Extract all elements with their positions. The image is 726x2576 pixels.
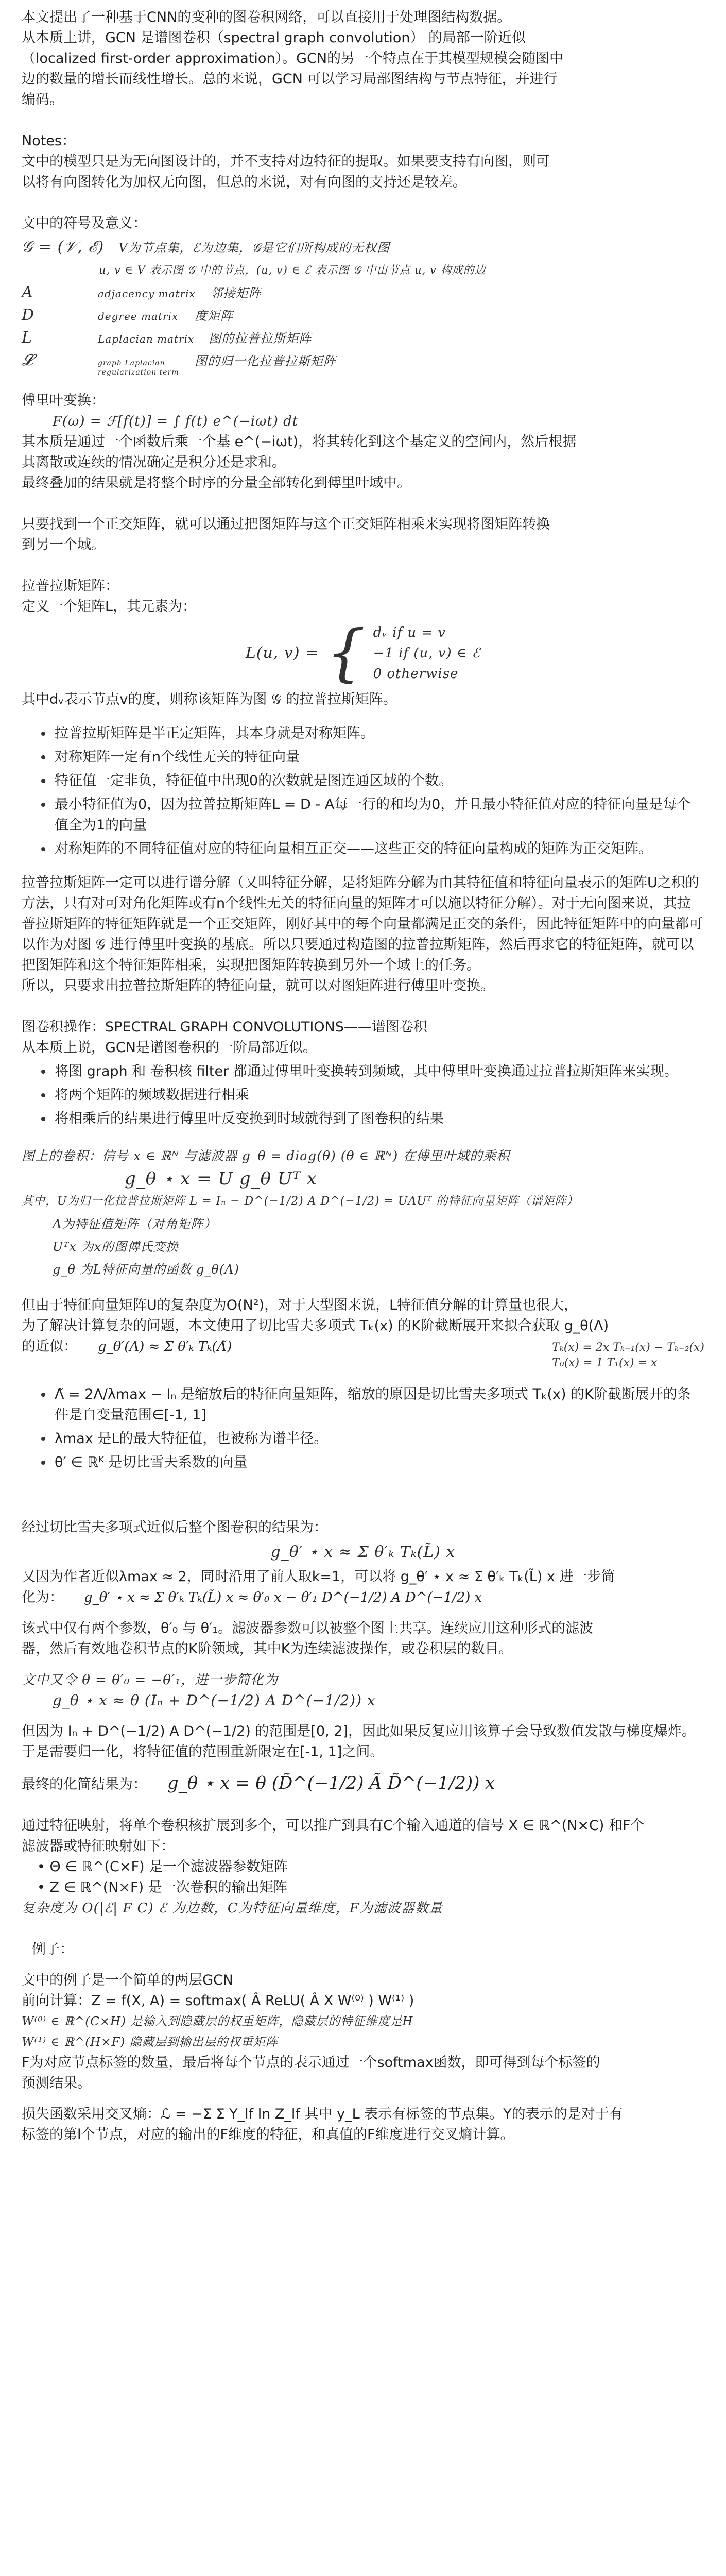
- laplacian-section: [22, 576, 704, 859]
- symbol-val: 图的归一化拉普拉斯矩阵: [195, 354, 336, 368]
- list-item: 拉普拉斯矩阵是半正定矩阵，其本身就是对称矩阵。: [39, 723, 704, 744]
- laplacian-lhs: L(u, v) =: [245, 644, 319, 662]
- symbol-sub: degree matrix: [98, 310, 179, 323]
- graph-conv-title: 图卷积操作：SPECTRAL GRAPH CONVOLUTIONS——谱图卷积: [22, 1019, 427, 1035]
- result-formula: g_θ′ ⋆ x ≈ Σ θ′ₖ Tₖ(L̃) x ≈ θ′₀ x − θ′₁ D^(−1/2) A D^(−1/2) x: [84, 1590, 482, 1605]
- list-item: 特征值一定非负，特征值中出现0的次数就是图连通区域的个数。: [39, 771, 704, 791]
- hw-line: 图上的卷积：信号 x ∈ ℝᴺ 与滤波器 g_θ = diag(θ) (θ ∈ ℝᴺ) 在傅里叶域的乘积: [22, 1148, 510, 1163]
- multi-line: 滤波器或特征映射如下：: [22, 1838, 175, 1854]
- fourier-formula: F(ω) = ℱ[f(t)] = ∫ f(t) e^(−iωt) dt: [53, 414, 299, 429]
- cheb-line: 为了解决计算复杂的问题，本文使用了切比雪夫多项式 Tₖ(x) 的K阶截断展开来拟合获取 g_θ(Λ): [22, 1318, 609, 1334]
- symbol-key: A: [22, 283, 33, 301]
- cheb-recurrence: Tₖ(x) = 2x Tₖ₋₁(x) − Tₖ₋₂(x): [552, 1341, 704, 1354]
- symbol-sub: Laplacian matrix: [98, 333, 195, 345]
- laplacian-def: 定义一个矩阵L，其元素为：: [22, 599, 197, 615]
- decomposition-summary: 所以，只要求出拉普拉斯矩阵的特征向量，就可以对图矩阵进行傅里叶变换。: [22, 978, 494, 994]
- intro-line: 编码。: [22, 92, 63, 108]
- notes-section: [22, 131, 704, 193]
- handwritten-conv: [22, 1143, 704, 1285]
- symbol-key: L: [22, 329, 32, 347]
- laplacian-cases: [22, 617, 704, 689]
- graph-conv-steps: [22, 1061, 704, 1129]
- fourier-section: [22, 391, 704, 494]
- example-title: 例子：: [32, 1941, 74, 1957]
- graph-def: 𝒢 = (𝒱, ℰ): [22, 238, 105, 256]
- list-item: Λ̃ = 2Λ/λmax − Iₙ 是缩放后的特征向量矩阵，缩放的原因是切比雪夫多项式 Tₖ(x) 的K阶截断展开的条件是自变量范围∈[-1, 1]: [39, 1384, 704, 1426]
- result-line: 器，然后有效地卷积节点的K阶领域，其中K为连续滤波操作，或卷积层的数目。: [22, 1641, 513, 1657]
- ortho-section: [22, 514, 704, 555]
- hw-line: 其中，U为归一化拉普拉斯矩阵 L = Iₙ − D^(−1/2) A D^(−1/2) = UΛUᵀ 的特征向量矩阵（谱矩阵）: [22, 1195, 579, 1208]
- laplacian-properties: [22, 723, 704, 859]
- example-line: F为对应节点标签的数量，最后将每个节点的表示通过一个softmax函数，即可得到每个标签的: [22, 2055, 600, 2071]
- result-section: [22, 1517, 704, 1795]
- result-line: 化为：: [22, 1589, 63, 1605]
- list-item: 将相乘后的结果进行傅里叶反变换到时域就得到了图卷积的结果: [39, 1109, 704, 1129]
- intro-line: 从本质上讲，GCN 是谱图卷积（spectral graph convolution） 的局部一阶近似: [22, 30, 526, 46]
- result-line: 最终的化简结果为：: [22, 1776, 147, 1792]
- laplacian-case: 0 otherwise: [373, 666, 459, 682]
- fourier-line: 其本质是通过一个函数后乘一个基 e^(−iωt)，将其转化到这个基定义的空间内，然后根据: [22, 434, 577, 450]
- cheb-line: 但由于特征向量矩阵U的复杂度为O(N²)，对于大型图来说，L特征值分解的计算量也很大，: [22, 1297, 578, 1313]
- graph-desc: V为节点集，ℰ为边集，𝒢是它们所构成的无权图: [118, 241, 390, 255]
- symbol-val: 度矩阵: [195, 309, 233, 323]
- uv-desc: u, v ∈ V 表示图 𝒢 中的节点，(u, v) ∈ ℰ 表示图 𝒢 中由节点 u, v 构成的边: [99, 264, 486, 276]
- result-line: 经过切比雪夫多项式近似后整个图卷积的结果为：: [22, 1519, 327, 1535]
- notes-title: Notes：: [22, 133, 76, 149]
- multichannel-section: [22, 1816, 704, 1919]
- list-item: 对称矩阵一定有n个线性无关的特征向量: [39, 747, 704, 768]
- list-item: 将图 graph 和 卷积核 filter 都通过傅里叶变换转到频域，其中傅里叶变换通过拉普拉斯矩阵来实现。: [39, 1061, 704, 1082]
- intro-line: （localized first-order approximation）。GCN的另一个特点在于其模型规模会随图中: [22, 50, 564, 66]
- result-formula: g_θ′ ⋆ x ≈ Σ θ′ₖ Tₖ(L̃) x: [270, 1543, 456, 1561]
- result-line: 文中又令 θ = θ′₀ = −θ′₁，进一步简化为: [22, 1672, 279, 1688]
- list-item: 对称矩阵的不同特征值对应的特征向量相互正交——这些正交的特征向量构成的矩阵为正交矩阵。: [39, 839, 704, 859]
- result-line: 又因为作者近似λmax ≈ 2，同时沿用了前人取k=1，可以将 g_θ′ ⋆ x ≈ Σ θ′ₖ Tₖ(L̃) x 进一步简: [22, 1569, 615, 1585]
- symbol-key: 𝓛: [22, 351, 33, 369]
- laplacian-case: −1 if (u, v) ∈ ℰ: [373, 646, 481, 661]
- laplacian-title: 拉普拉斯矩阵：: [22, 578, 119, 594]
- result-formula: g_θ ⋆ x = θ (D̃^(−1/2) Ã D̃^(−1/2)) x: [167, 1773, 495, 1793]
- list-item: λmax 是L的最大特征值，也被称为谱半径。: [39, 1429, 704, 1449]
- fourier-title: 傅里叶变换：: [22, 393, 105, 409]
- fourier-line: 最终叠加的结果就是将整个时序的分量全部转化到傅里叶域中。: [22, 475, 411, 491]
- cheb-recurrence: T₀(x) = 1 T₁(x) = x: [552, 1357, 658, 1369]
- result-line: 但因为 Iₙ + D^(−1/2) A D^(−1/2) 的范围是[0, 2]，因此如果反复应用该算子会导致数值发散与梯度爆炸。: [22, 1723, 696, 1739]
- symbol-val: 图的拉普拉斯矩阵: [209, 331, 312, 346]
- hw-line: Λ为特征值矩阵（对角矩阵）: [53, 1217, 217, 1231]
- example-section: [22, 1939, 704, 2145]
- result-formula: g_θ ⋆ x ≈ θ (Iₙ + D^(−1/2) A D^(−1/2)) x: [53, 1692, 376, 1709]
- cheb-line: 的近似：: [22, 1338, 77, 1354]
- chebyshev-section: [22, 1295, 704, 1473]
- symbols-title: 文中的符号及意义：: [22, 215, 147, 231]
- intro-line: 本文提出了一种基于CNN的变种的图卷积网络，可以直接用于处理图结构数据。: [22, 9, 511, 25]
- cheb-formula: g_θ′(Λ) ≈ Σ θ′ₖ Tₖ(Λ̃): [98, 1339, 232, 1354]
- cheb-notes: [22, 1384, 704, 1473]
- example-line: W⁽¹⁾ ∈ ℝ^(H×F) 隐藏层到输出层的权重矩阵: [22, 2036, 278, 2049]
- graph-conv-sub: 从本质上说，GCN是谱图卷积的一阶局部近似。: [22, 1040, 317, 1056]
- notes-line: 文中的模型只是为无向图设计的，并不支持对边特征的提取。如果要支持有向图，则可: [22, 154, 550, 170]
- graph-conv-section: [22, 1017, 704, 1285]
- symbols-section: [22, 213, 704, 380]
- example-line: 损失函数采用交叉熵：ℒ = −Σ Σ Y_lf ln Z_lf 其中 y_L 表示有标签的节点集。Y的表示的是对于有: [22, 2106, 623, 2122]
- multi-bullet: • Θ ∈ ℝ^(C×F) 是一个滤波器参数矩阵: [37, 1859, 288, 1875]
- fourier-line: 其离散或连续的情况确定是积分还是求和。: [22, 454, 286, 470]
- list-item: 将两个矩阵的频域数据进行相乘: [39, 1085, 704, 1106]
- symbol-sub: adjacency matrix: [98, 287, 196, 300]
- decomposition-paragraph: 拉普拉斯矩阵一定可以进行谱分解（又叫特征分解，是将矩阵分解为由其特征值和特征向量表示的矩阵U之积的方法，只有对可对角化矩阵或有n个线性无关的特征向量的矩阵才可以施以特征分解）。对于无向图来说，其拉普拉斯矩阵的特征矩阵就是一个正交矩阵，刚好其中的每个向量都满足正交的条件，因此特征矩阵中的向量都可以作为对图 𝒢 进行傅里叶变换的基底。所以只要通过构造图的拉普拉斯矩阵，然后再求它的特征矩阵，就可以把图矩阵和这个特征矩阵相乘，实现把图矩阵转换到另外一个域上的任务。: [22, 875, 703, 973]
- multi-complexity: 复杂度为 O(|ℰ| F C) ℰ 为边数，C为特征向量维度，F为滤波器数量: [22, 1901, 443, 1916]
- handwritten-symbols: [22, 234, 704, 380]
- hw-formula: g_θ ⋆ x = U g_θ Uᵀ x: [125, 1168, 317, 1189]
- example-line: W⁽⁰⁾ ∈ ℝ^(C×H) 是输入到隐藏层的权重矩阵，隐藏层的特征维度是H: [22, 2015, 413, 2028]
- symbol-sub: graph Laplacian regularization term: [98, 359, 179, 377]
- example-line: 文中的例子是一个简单的两层GCN: [22, 1972, 233, 1988]
- list-item: θ′ ∈ ℝᴷ 是切比雪夫系数的向量: [39, 1452, 704, 1473]
- ortho-line: 到另一个域。: [22, 537, 105, 553]
- intro-section: [22, 7, 704, 110]
- brace-icon: {: [326, 617, 366, 689]
- result-line: 于是需要归一化，将特征值的范围重新限定在[-1, 1]之间。: [22, 1744, 384, 1760]
- symbol-val: 邻接矩阵: [210, 286, 262, 300]
- list-item: 最小特征值为0，因为拉普拉斯矩阵L = D - A每一行的和均为0，并且最小特征值对应的特征向量是每个值全为1的向量: [39, 794, 704, 836]
- laplacian-after: 其中dᵥ表示节点v的度，则称该矩阵为图 𝒢 的拉普拉斯矩阵。: [22, 691, 397, 707]
- hw-line: Uᵀx 为x的图傅氏变换: [53, 1240, 179, 1254]
- article-body: [22, 7, 704, 2145]
- multi-line: 通过特征映射，将单个卷积核扩展到多个，可以推广到具有C个输入通道的信号 X ∈ ℝ^(N×C) 和F个: [22, 1818, 645, 1834]
- multi-bullet: • Z ∈ ℝ^(N×F) 是一次卷积的输出矩阵: [37, 1879, 287, 1895]
- example-line: 预测结果。: [22, 2075, 91, 2091]
- example-line: 标签的第l个节点，对应的输出的F维度的特征，和真值的F维度进行交叉熵计算。: [22, 2127, 514, 2143]
- laplacian-case: dᵥ if u = v: [373, 625, 446, 640]
- result-line: 该式中仅有两个参数，θ′₀ 与 θ′₁。滤波器参数可以被整个图上共享。连续应用这种形式的滤波: [22, 1620, 594, 1636]
- hw-line: g_θ 为L特征向量的函数 g_θ(Λ): [53, 1262, 239, 1277]
- symbol-key: D: [22, 306, 35, 324]
- notes-line: 以将有向图转化为加权无向图，但总的来说，对有向图的支持还是较差。: [22, 174, 466, 190]
- intro-line: 边的数量的增长而线性增长。总的来说，GCN 可以学习局部图结构与节点特征，并进行: [22, 71, 558, 87]
- ortho-line: 只要找到一个正交矩阵，就可以通过把图矩阵与这个正交矩阵相乘来实现将图矩阵转换: [22, 516, 550, 532]
- decomposition-section: [22, 873, 704, 996]
- example-line: 前向计算：Z = f(X, A) = softmax( Â ReLU( Â X W⁽⁰⁾ ) W⁽¹⁾ ): [22, 1993, 414, 2009]
